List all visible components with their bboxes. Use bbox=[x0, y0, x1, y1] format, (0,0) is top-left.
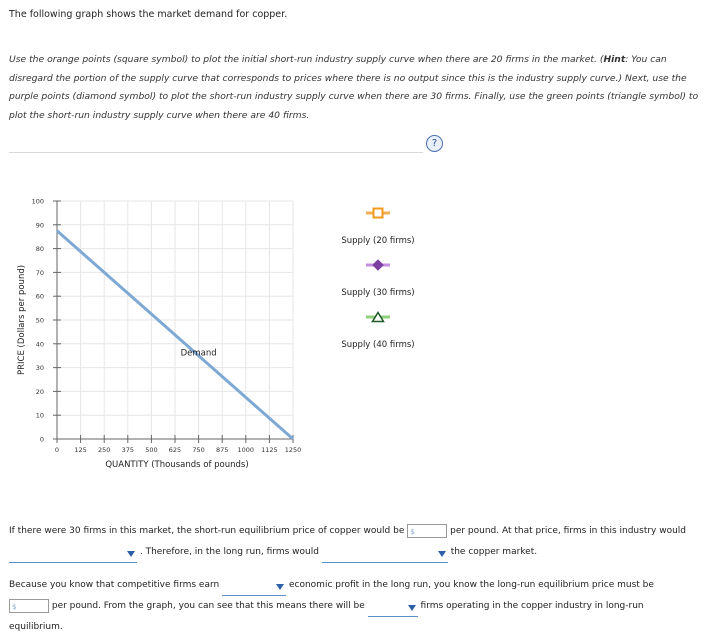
x-tick-label: 500 bbox=[145, 446, 158, 454]
help-icon[interactable]: ? bbox=[426, 135, 443, 152]
x-axis-label: QUANTITY (Thousands of pounds) bbox=[105, 460, 249, 470]
y-tick-label: 80 bbox=[35, 245, 44, 254]
square-icon bbox=[374, 209, 383, 218]
legend-label: Supply (30 firms) bbox=[341, 288, 415, 298]
x-tick-label: 1125 bbox=[261, 446, 278, 454]
y-tick-label: 0 bbox=[39, 435, 44, 444]
instructions-part2: : You can disregard the portion of the supply curve that corresponds to prices where there is no output since this is the industry supply curve.) Next, use the purple points (diamond symbol) to plot the short-run industry supply curve when there are 30 firms. Finally, use the green points (triangle symbol) to plot the short-run industry supply curve when there are 40 firms. bbox=[9, 54, 699, 121]
y-tick-labels bbox=[32, 198, 44, 444]
x-tick-label: 750 bbox=[192, 446, 205, 454]
question-1 bbox=[9, 521, 709, 563]
x-tick-label: 0 bbox=[54, 446, 60, 454]
instructions-part1: Use the orange points (square symbol) to plot the initial short-run industry supply curve when there are 20 firms in the market. ( bbox=[9, 54, 604, 65]
q1-before: If there were 30 firms in this market, the short-run equilibrium price of copper would be bbox=[9, 526, 405, 536]
q1-end: the copper market. bbox=[450, 547, 538, 557]
enter-exit-dropdown[interactable] bbox=[322, 548, 448, 563]
y-tick-label: 70 bbox=[35, 268, 44, 277]
x-tick-label: 375 bbox=[121, 446, 135, 454]
chevron-down-icon bbox=[438, 551, 446, 557]
demand-label: Demand bbox=[180, 348, 217, 359]
y-tick-label: 100 bbox=[31, 197, 44, 206]
y-tick-label: 10 bbox=[35, 411, 44, 420]
divider bbox=[9, 152, 423, 153]
q1-mid: . Therefore, in the long run, firms would bbox=[139, 547, 319, 557]
profit-loss-dropdown[interactable] bbox=[9, 548, 137, 563]
y-tick-label: 90 bbox=[35, 221, 44, 230]
x-tick-label: 1250 bbox=[284, 446, 302, 454]
chevron-down-icon bbox=[276, 584, 284, 590]
q1-after: per pound. At that price, firms in this industry would bbox=[450, 526, 687, 536]
hint-label: Hint bbox=[603, 54, 626, 65]
y-tick-label: 50 bbox=[35, 316, 44, 325]
question-2 bbox=[9, 575, 709, 638]
long-run-price-input[interactable]: $ bbox=[9, 599, 49, 613]
demand-chart[interactable] bbox=[0, 180, 440, 480]
firm-count-dropdown[interactable] bbox=[368, 602, 418, 617]
x-tick-label: 250 bbox=[97, 446, 111, 454]
y-axis-label: PRICE (Dollars per pound) bbox=[17, 264, 27, 376]
x-tick-label: 875 bbox=[215, 446, 229, 454]
intro-text: The following graph shows the market demand for copper. bbox=[9, 9, 288, 20]
q2-mid: per pound. From the graph, you can see that this means there will be bbox=[51, 601, 365, 611]
chevron-down-icon bbox=[408, 605, 416, 611]
price-30-firms-input[interactable]: $ bbox=[407, 524, 447, 538]
x-tick-label: 125 bbox=[74, 446, 87, 454]
legend-label: Supply (40 firms) bbox=[341, 340, 415, 350]
q2-after: economic profit in the long run, you know the long-run equilibrium price must be bbox=[288, 580, 654, 590]
chevron-down-icon bbox=[127, 551, 135, 557]
instructions bbox=[9, 51, 699, 125]
legend-label: Supply (20 firms) bbox=[341, 236, 415, 246]
y-tick-label: 30 bbox=[35, 364, 44, 373]
q2-end: equilibrium. bbox=[9, 622, 63, 632]
x-tick-label: 1000 bbox=[237, 446, 255, 454]
q2-after2: firms operating in the copper industry in long-run bbox=[420, 601, 644, 611]
diamond-icon bbox=[373, 260, 383, 270]
y-tick-label: 20 bbox=[35, 387, 44, 396]
x-tick-label: 625 bbox=[168, 446, 182, 454]
y-tick-label: 60 bbox=[35, 292, 44, 301]
chart-grid bbox=[57, 201, 293, 439]
q2-before: Because you know that competitive firms earn bbox=[9, 580, 220, 590]
chart-legend[interactable] bbox=[341, 209, 414, 351]
profit-type-dropdown[interactable] bbox=[222, 581, 286, 596]
x-tick-labels bbox=[55, 446, 301, 454]
y-tick-label: 40 bbox=[35, 340, 44, 349]
